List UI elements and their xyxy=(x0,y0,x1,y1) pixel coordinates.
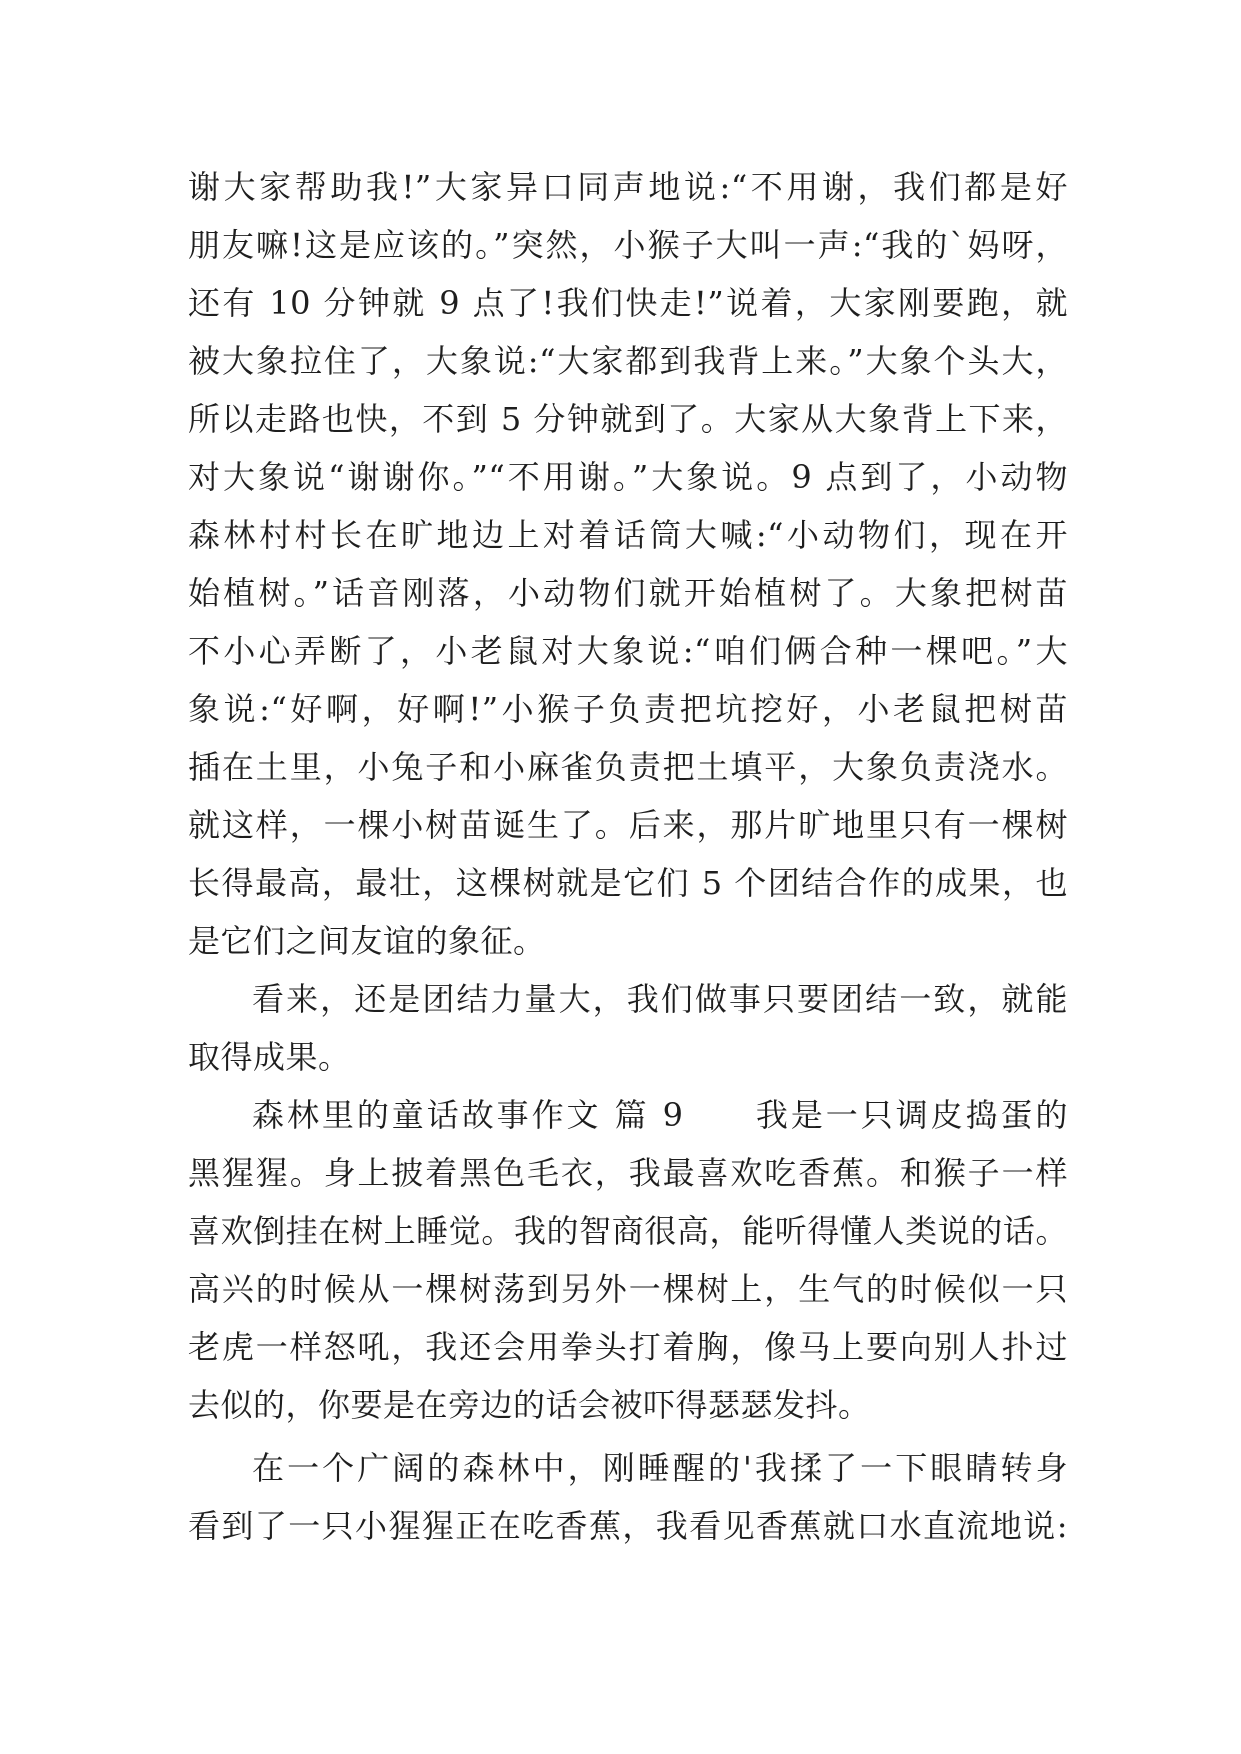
article-body xyxy=(188,158,1068,1555)
text-line: 谢大家帮助我!”大家异口同声地说:“不用谢，我们都是好 xyxy=(188,168,1068,206)
paragraph xyxy=(188,1439,1068,1555)
text-line: 朋友嘛!这是应该的。”突然，小猴子大叫一声:“我的`妈呀， xyxy=(188,226,1068,264)
text-line: 老虎一样怒吼，我还会用拳头打着胸，像马上要向别人扑过 xyxy=(188,1328,1068,1366)
text-line: 对大象说“谢谢你。”“不用谢。”大象说。9 点到了，小动物 xyxy=(188,458,1068,496)
text-line: 黑猩猩。身上披着黑色毛衣，我最喜欢吃香蕉。和猴子一样 xyxy=(188,1154,1068,1192)
paragraph xyxy=(188,158,1068,970)
text-line: 取得成果。 xyxy=(188,1038,351,1076)
text-line: 高兴的时候从一棵树荡到另外一棵树上，生气的时候似一只 xyxy=(188,1270,1068,1308)
text-line: 就这样，一棵小树苗诞生了。后来，那片旷地里只有一棵树 xyxy=(188,806,1068,844)
text-line: 不小心弄断了，小老鼠对大象说:“咱们俩合种一棵吧。”大 xyxy=(188,632,1068,670)
text-line: 插在土里，小兔子和小麻雀负责把土填平，大象负责浇水。 xyxy=(188,748,1068,786)
text-line: 在一个广阔的森林中，刚睡醒的'我揉了一下眼睛转身 xyxy=(252,1449,1068,1487)
text-line: 喜欢倒挂在树上睡觉。我的智商很高，能听得懂人类说的话。 xyxy=(188,1212,1068,1250)
text-line: 被大象拉住了，大象说:“大家都到我背上来。”大象个头大， xyxy=(188,342,1068,380)
text-line: 看到了一只小猩猩正在吃香蕉，我看见香蕉就口水直流地说: xyxy=(188,1507,1068,1545)
text-line: 去似的，你要是在旁边的话会被吓得瑟瑟发抖。 xyxy=(188,1386,871,1424)
paragraph xyxy=(188,1086,1068,1434)
text-line: 看来，还是团结力量大，我们做事只要团结一致，就能 xyxy=(252,980,1068,1018)
text-line: 所以走路也快，不到 5 分钟就到了。大家从大象背上下来， xyxy=(188,400,1068,438)
section-heading-line: 森林里的童话故事作文 篇 9 我是一只调皮捣蛋的 xyxy=(252,1096,1068,1134)
text-line: 还有 10 分钟就 9 点了!我们快走!”说着，大家刚要跑，就 xyxy=(188,284,1068,322)
text-line: 长得最高，最壮，这棵树就是它们 5 个团结合作的成果，也 xyxy=(188,864,1068,902)
text-line: 象说:“好啊，好啊!”小猴子负责把坑挖好，小老鼠把树苗 xyxy=(188,690,1068,728)
paragraph xyxy=(188,970,1068,1086)
text-line: 森林村村长在旷地边上对着话筒大喊:“小动物们，现在开 xyxy=(188,516,1068,554)
text-line: 始植树。”话音刚落，小动物们就开始植树了。大象把树苗 xyxy=(188,574,1068,612)
text-line: 是它们之间友谊的象征。 xyxy=(188,922,546,960)
